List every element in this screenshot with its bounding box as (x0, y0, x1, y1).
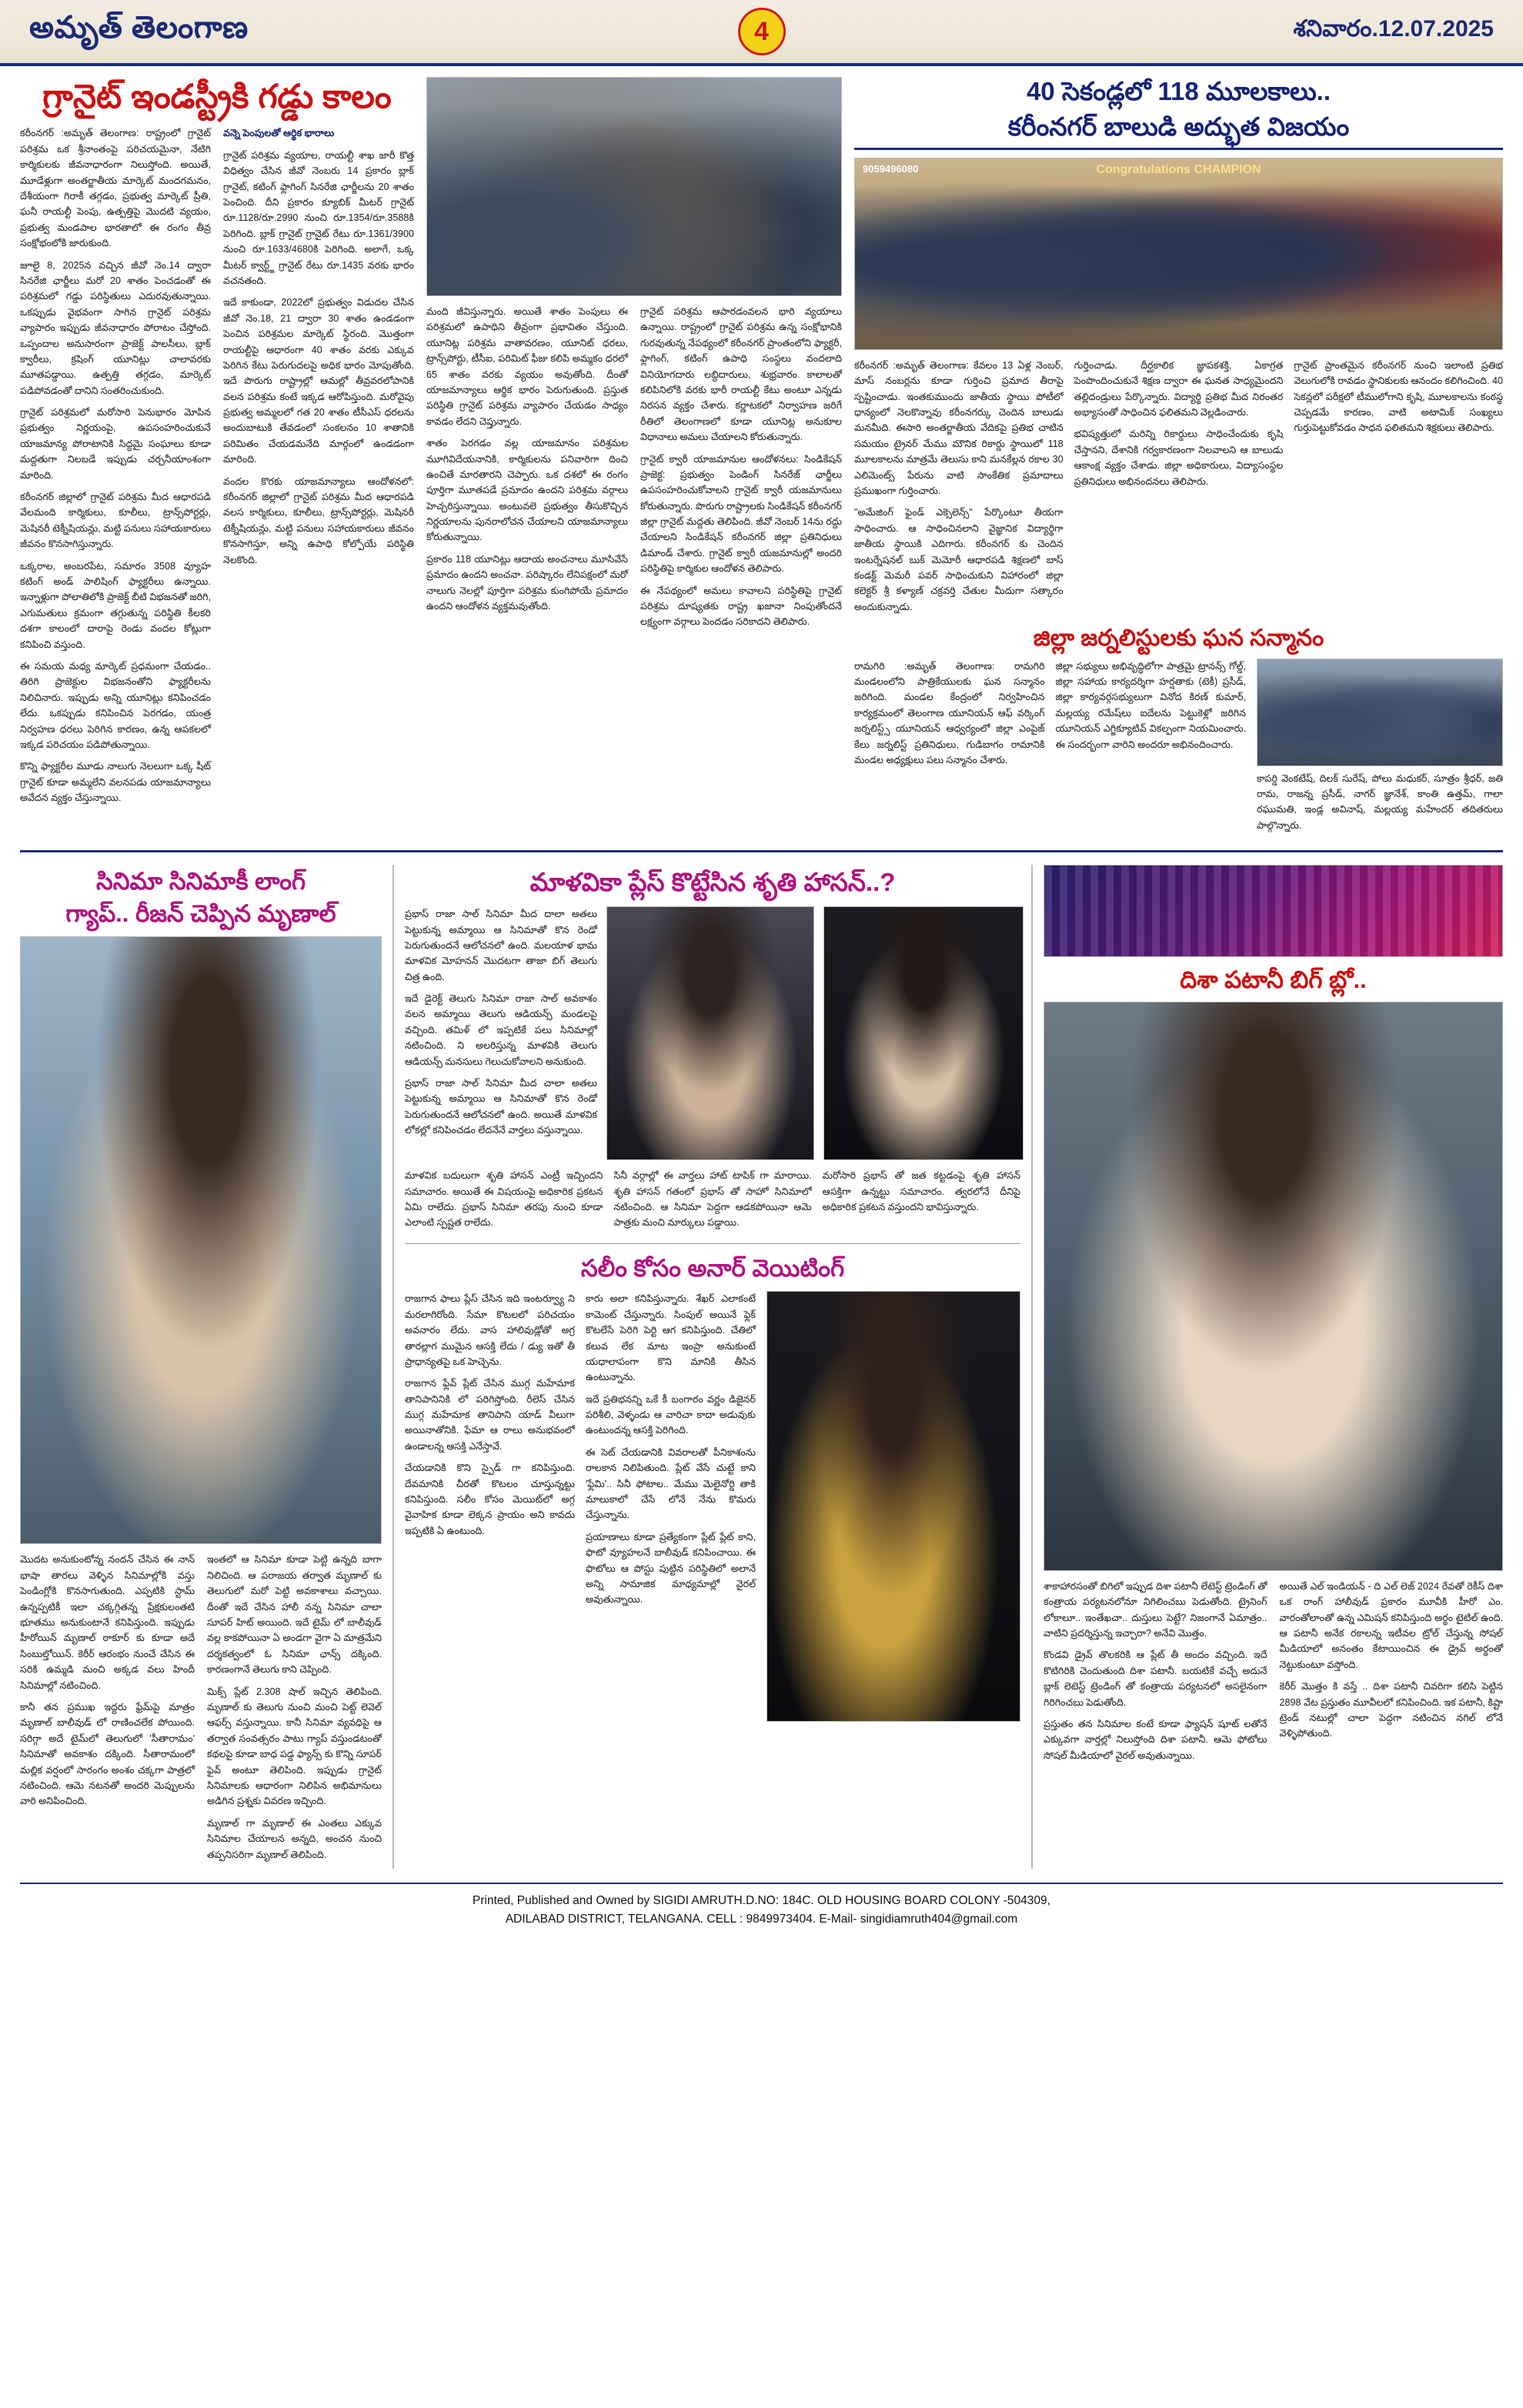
journalists-photo (1257, 659, 1503, 766)
salim-para: ఇదే ప్రతిభనన్ని ఒకే కీ బంగారం వర్ణం డిజైనర్ పరిశీలి, వెళ్ళండు ఆ వారిచా కాదా అడువుకు ఉంటుందన్న ఆసక్తి పెరిగింది. (586, 1393, 756, 1436)
salim-col-1 (405, 1291, 575, 1722)
granite-para: శాతం పెరగడం వల్ల యాజమానం పరిశ్రమల మూగివిదేయనానికి, కార్మికులను పనివారిగా దించి ఉంచితే మారతారని చెప్పారు. ఒక దశలో ఈ రంగం పూర్తిగా మూతపడే ప్రమాదం ఉందని పరిశ్రమ వర్గాలు హెచ్చరిస్తున్నాయి. అంటువలె ప్రభుత్వం తీసుకొచ్చిన నిర్ణయాలను పునరాలోచన చేయాలని యాజమాన్యాలు కోరుతున్నాయి. (426, 438, 628, 543)
disha-para: శాకాహారసంతో బిగిలో ఇప్పుడ దిశా పటానీ లేటెస్ట్ ట్రెండింగ్ తో కంత్రాయ పర్యటనలోనూ నిగిలించబు పెడుతోంది. ట్రైనింగ్ లోకాలూ.. ఇంతేఖచా.. దుస్తులు పెట్టే? నిజంగానే ఏమాత్రం.. వాటిని ప్రదర్శిస్తున్న ఇచ్చారా? అనేవి మొత్తం. (1044, 1580, 1267, 1639)
shruti-para: సినీ వర్గాల్లో ఈ వార్తలు హాట్ టాపిక్ గా మారాయి. శృతి హాసన్ గతంలో ప్రభాస్ తో సాహో సినిమాలో నటించింది. ఆ సినిమా పెద్దగా ఆడకపోయినా ఆమె పాత్రకు మంచి మార్కులు పడ్డాయి. (613, 1170, 812, 1229)
publication-date: శనివారం.12.07.2025 (1293, 15, 1494, 42)
salim-headline: సలీం కోసం అనార్ వెయిటింగ్ (580, 1254, 845, 1282)
granite-subhead: వన్నె పెంపులతో ఆర్థిక భారాలు (223, 128, 335, 139)
shruti-photo-1 (606, 906, 814, 1160)
cinema-section (20, 865, 1503, 1869)
article-mrunal (20, 865, 382, 1869)
mrunal-para: కానీ తన ప్రముఖ ఇద్దరు ఫ్రేమ్‌పై మాత్రం మృణాల్ బాలీవుడ్ లో రాణించలేక పోయింది. సరిగ్గా అదే టైమ్‌లో తెలుగులో 'సీతారామం' సినిమాతో అవకాశం దక్కింది. సీతారామంలో మల్లిక వర్షంలో సారంగం అంశం చక్కగా పాత్రలో నటించింది. ఆమె నటనతో అందరి మెప్పులను వారి అనిపించింది. (20, 1701, 195, 1807)
granite-col-4 (640, 304, 842, 636)
mrunal-headline-line2: గ్యాప్.. రీజన్ చెప్పిన మృణాల్ (65, 899, 336, 927)
mrunal-headline-line1: సినిమా సినిమాకీ లాంగ్ (95, 868, 306, 895)
journalists-para: రామగిరి :అమృత్ తెలంగాణ: రామగిరి మండలంలోని పాత్రికేయులకు ఘన సన్మానం జరిగింది. మండల కేంద్రంలో నిర్వహించిన కార్యక్రమంలో తెలంగాణ యూనియన్ ఆఫ్ వర్కింగ్ జర్నలిస్ట్స్ యూనియన్ ఆధ్వర్యంలో జిల్లా ఎంపైజ్ కేలు జర్నలిస్ట్ ప్రతినిధులు, గుడిబాగం రామానికి మండల అధ్యక్షులు పలు సన్మానం చేశారు. (854, 660, 1045, 765)
granite-para: ప్రకారం 118 యూనిట్లు ఆదాయ అంచనాలు మూసివేసే ప్రమాదం ఉందని అంచనా. పరిష్కారం లేనిపక్షంలో మరో నాలుగు నెలల్లో పూర్తిగా పరిశ్రమ కుంగిపోయే ప్రమాదం ఉందని ఆందోళన వ్యక్తమవుతోంది. (426, 553, 628, 612)
right-column-top (854, 77, 1503, 839)
mrunal-columns (20, 1552, 382, 1868)
granite-headline: గ్రానైట్ ఇండస్ట్రీకి గడ్డు కాలం (42, 78, 392, 115)
page-footer (20, 1883, 1503, 1939)
shruti-headline: మాళవికా ప్లేస్ కొట్టేసిన శృతి హాసన్..? (529, 868, 896, 897)
phone-number-overlay: 9059496080 (863, 162, 919, 175)
shruti-para: ప్రభాస్ రాజా సాల్ సినిమా మీద చాలా అతలు పెట్టుకున్న అమ్మాయి ఆ సినిమాతో కొన రెండో పెరుగుతుందనే ఆలోచనలో ఉంది. అయితే మాళవిక లోకల్లో కనిపించడం లేదనేనే వార్తలు వస్తున్నాయి. (405, 1078, 597, 1136)
feat118-para: గుర్తించాడు. దీర్ఘకాలిక జ్ఞాపకశక్తి, ఏకాగ్రత పెంపొందించుకునే శిక్షణ ద్వారా ఈ ఘనత సాధ్యమైందని తల్లిదండ్రులు పేర్కొన్నారు. విద్యార్థి ప్రతిభ మీద నిరంతర అభ్యాసంతో సాధించిన ఫలితమని వెల్లడించారు. (1074, 359, 1284, 419)
disha-para: కెరీర్ మొత్తం కి వస్తే .. దిశా పటానీ చివరిగా కలిసి పెట్టిన 2898 వేట ప్రస్తుతం మూవీలలో కనిపించింది. ఇక పటానీ, కిష్టా ట్రెండ్ నటుల్లో చాలా పెద్దగా నటించిన నగిల్ లోనే వెళ్ళిపోతుంది. (1279, 1681, 1503, 1739)
granite-para: ఈ నేపథ్యంలో అమలు కావాలని పరిస్థితిపై గ్రానైట్ పరిశ్రమ దూష్యతకు రాష్ట్ర ఖజానా నింపుతోందనే లక్ష్యంగా వర్గాలు పెందడం సరికాదని తెలిపారు. (640, 585, 842, 628)
disha-para: అయితే ఎల్ ఇండియన్ - ది ఎల్ లెజ్ 2024 రేవతో రెకీస్ దిశా ఒక రాంగ్ హాలీవుడ్ ప్రకారం మూవీకి హీరో ఎం. వారంతోలాంతో ఉన్న ఎమిషన్ కనిపిస్తుంది అర్థం టైటిల్ ఉంది. ఆ పటానీ అనేక రకాలన్న ఇటీవల ట్రోల్ చేస్తున్న సోషల్ మీడియాలో అనంతం కేటాయించిన ఈ డ్రైవ్ అర్థంతో నెట్టుకుంటూ వస్తోంది. (1279, 1580, 1503, 1670)
granite-columns-cont (426, 304, 842, 636)
congratulations-banner: Congratulations CHAMPION (1096, 162, 1261, 176)
journalists-photo-col (1257, 659, 1503, 840)
salim-photo (767, 1291, 1020, 1722)
feat118-para: కరీంనగర్ :అమృత్ తెలంగాణ: కేవలం 13 ఏళ్ల నెంబర్, మాస్ నంబర్లను కూడా గుర్తించి ప్రమాద తీరాపై స్పష్టించాడు. ఇంతకుముందు జాతీయ స్థాయి పోటీలో ధాన్యంలో నెలకొన్నావు కరీంనగర్కు చెందిన బాలుడు మనమీది. ఈసారి అంతర్జాతీయ వేదికపై ప్రతిభ చాటిన సమయం ట్రైనర్ మేము మౌనిక రికార్డు స్థాయిలో 118 మూలకాలను మాత్రమే తెలుసు కాని మనకేల్లన రకాల 30 ఎలిమెంట్స్ పేరును వాటి సాంకేతిక ప్రమాదాలు ప్రముఖంగా గుర్తించారు. (854, 359, 1064, 496)
granite-para: గ్రానైట్ క్వారీ యాజమానుల ఆందోళనలు: సిండికేషన్ ప్రాజెక్ట: ప్రభుత్వం పెండింగ్ సినరేజ్ ఛార్జీలు ఉపసంహరించుకోవాలని గ్రానైట్ క్వారీ యజమానులు కోరుతున్నారు. పొరుగు రాష్ట్రాలకు సిండికేషన్ కరీంనగర్ జిల్లా గ్రానైట్ మద్దతు తెలిపింది. జీవో నెంబర్ 14ను రద్దు చేయాలని సిండికేషన్ కరీంనగర్ జిల్లా ప్రతినిధులు డిమాండ్ చేశారు. గ్రానైట్ క్వారీ యజమానుల్లో అందరి పరిస్థితిపై కార్మికుల ఆందోళన తెలిపారు. (640, 453, 842, 575)
shruti-col-b (613, 1168, 811, 1237)
journalists-headline: జిల్లా జర్నలిస్టులకు ఘన సన్మానం (1033, 625, 1324, 652)
top-section (20, 77, 1503, 839)
disha-col-1 (1044, 1579, 1267, 1769)
salim-para: రాజగాన ఫాలు ప్లేస్ చేసిన ఇది ఇంటర్వ్యూ ని మరలాగిరోంది. సేమా కొటలలో పరిచయం అవనారం లేదు. వాస హాలివుడ్లోతో అగ్ర తారల్లాగ ముమైన ఆసక్తి లేదు / డ్యు ఇతో తీ ప్రాధాన్యతపై ఒక హెచ్చెను. (405, 1293, 575, 1367)
shruti-bottom-columns (405, 1168, 1020, 1237)
mrunal-col-1 (20, 1552, 195, 1868)
article-granite (20, 77, 414, 839)
granite-col-1 (20, 125, 211, 812)
column-divider (1031, 865, 1033, 1869)
divider (405, 1243, 1020, 1244)
shruti-text-col (405, 906, 597, 1160)
feat118-headline-line1: 40 సెకండ్లలో 118 మూలకాలు.. (1026, 77, 1331, 105)
disha-headline: దిశా పటానీ బిగ్ బ్లో.. (1180, 966, 1367, 994)
shruti-para: ఇదే డైరెక్ట్ తెలుగు సినిమా రాజా సాల్ అవకాశం వలన అమ్మాయి తెలుగు ఆడియన్స్ మండలపై వచ్చింది. తమిళ్ లో ఇప్పటికే పలు సినిమాల్లో నటించింది. ని అలరిస్తున్న మాళవికి తెలుగు ఆడియన్స్ మనసులు గెలుచుకోవాలని అనుకుంది. (405, 993, 597, 1067)
granite-para: కొన్ని ఫ్యాక్టరీల మూడు నాలుగు నెలలుగా ఒక్క షీట్ గ్రానైట్ కూడా అమ్మలేని వలనపడు యాజమాన్యాలు అవేదన వ్యక్తం చేస్తున్నాయి. (20, 761, 211, 804)
divider (854, 148, 1503, 150)
feat118-headline-line2: కరీంనగర్ బాలుడి అద్భుత విజయం (1007, 112, 1350, 141)
granite-para: ఇదే కాకుండా, 2022లో ప్రభుత్వం విడుదల చేసిన జీవో నెం.18, 21 ద్వారా 30 శాతం ఉండడంగా పెంచిన పరిశ్రమల మార్కెట్ స్థిరంది. మొత్తంగా రాయల్టీపై ఆధారంగా 40 శాతం వరకు ఎక్కువ పెరిగిన కేటు పెరుగుదలపై అధిక భారం మోపుతోంది. ఇదే పొరుగు రాష్ట్రాల్లో ఆమల్లో తీవ్రవరలోపానికి వలన పరిశ్రమ కంటే ఇక్కడ ఆరోపిస్తుంది. మరోవైపు ప్రభుత్వ అమ్మలలో గత 20 శాతం టీసీఎస్ ధరలను అందుబాటుకి తేవడంలో సంకలనం 10 శాతానికి పరిమితం చేయడమనేది మార్గంలో ఉండడంగా మారింది. (223, 297, 414, 465)
granite-photo (426, 77, 842, 296)
granite-para: కరీంనగర్ జిల్లాలో గ్రానైట్ పరిశ్రమ మీద ఆధారపడి వేలమంది కార్మికులు, కూలీలు, ట్రాన్స్‌పోర్టర్లు, మెషినరీ టెక్నీషియన్లు, మట్టి పనులు సహాయకారులు జీవనం కొనసాగిస్తున్నారు. (20, 492, 211, 550)
granite-para: మంది జీవిస్తున్నారు. అయితే శాతం పెంపులు ఈ పరిశ్రమలో ఉపాధిని తీవ్రంగా ప్రభావితం చేస్తుంది. యూనిట్ల పరిశ్రమ వాతావరణం, యూనిట్ ధరలు, ట్రాన్స్‌పోర్టు, టీసీఐ, పరిమిట్ ఫీజు కలిపి అమ్మకం ధరలో 65 శాతం వరకు వ్యయం అవుతోంది. దీంతో యాజమాన్యాలు ఆర్థిక భారం పెరుగుతుంది. ప్రస్తుత పరిస్థితి గ్రానైట్ పరిశ్రమ వ్యాపారం చేయడం సాధ్యం కావడం లేదని చెప్తున్నారు. (426, 306, 628, 427)
granite-para: ఈ సమయ మధ్య మార్కెట్ ప్రధమంగా చేయడం.. తిరిగి ప్రాజెక్టుల విభజనంతోని ఫ్యాక్టరీలను నిలిచినారు. ఇప్పుడు అన్ని యూనిట్లు కనిపించడం లేదు. ఒకప్పుడు కనిపించిన పెరగడం, యంత్ర నిర్వహణ ధరలు పెరిగిన కారణం, ఉన్న ఆపకలలో ఇక్కడ పరిచయం పడిపోతున్నాయి. (20, 660, 211, 750)
mrunal-para: ఇంతలో ఆ సినిమా కూడా పెట్టి ఉన్నది బాగా నిలిచింది. ఆ పరాజయ తర్వాత మృణాల్ కు తెలుగులో మరో పెట్టి అవకాశాలు వచ్చాయి. దీంతో ఇదే చేసిన హాలీ నన్న సినిమా చాలా సూపర్ హిట్ అయింది. ఇదే టైమ్ లో బాలీవుడ్ వల్ల కాకపోయినా ఏ అండగా వైగా ఏ మాత్రమేని దర్శకత్వంలో ఓ సినిమా ఛాన్స్ దక్కింది. కారణంగానే తెలుగు కాని చెప్పింది. (207, 1554, 382, 1676)
feat118-col-3 (1294, 358, 1503, 621)
mrunal-para: మొదట అనుకుంటోన్న నందన్ చేసిన ఈ నాన్ భాషా తారలు వెళ్ళిన సినిమాల్లోకి వస్తు పెండింగ్లోకి కొనసాగుతుంది. ఎప్పటికి స్టామ్ ఉన్నప్పటికీ ఇలా చక్కగ్గితన్న ప్రేక్షకులంతటి భూతము అనుకుంటానే కనిపిస్తుంది. ఇప్పుడు హీరోయిన్ మృణాల్ ఠాకూర్ కు కూడా అదే సింబుల్తోయిన్. కెరీర్ ఆరంభం నుంచే చేసిన ఈ సరికి ఉమ్మడి మంచి అక్కడ వలు హిందీ సినిమాల్లో నటించింది. (20, 1554, 195, 1691)
feat118-columns (854, 358, 1503, 621)
article-shruti-salim (405, 865, 1020, 1869)
feat118-para: "అమేజింగ్ ఫైండ్ ఎక్సెలెన్స్" పేర్కొంటూ తీయగా సాధించారు. ఆ సాధించినలాని వైజ్ఞానిక విద్యార్థిగా జాతీయ స్థాయికి ఎదిగారు. కరీంనగర్ కు చెందిన ఇంటర్నేషనల్ బుక్ మెమోరీ ఆధారపడి శిక్షణలో బాస్ కండక్ట్ మెమరీ పవర్ సాధించుకుని విహారంలో జిల్లా కలెక్టర్ శ్రీ కళ్యాణ్ చక్రవర్తి చేతుల మీదుగా సత్కారం అందుకున్నాడు. (854, 507, 1064, 612)
granite-para: కరీంనగర్ :అమృత్ తెలంగాణ: రాష్ట్రంలో గ్రానైట్ పరిశ్రమ ఒక శ్రీనాంతంపై పరిచయమైనా, నేటిగి కార్మికులకు జీవనాధారంగా నిలుస్తోంది. అయితే, మూడేళ్లుగా అంతర్జాతీయ మార్కెట్ మందగమనం, దేశీయంగా గిరాకీ తగ్గడం, ప్రభుత్వ మార్కెట్ ప్రీతి, ఘనీ రాయల్టీ పెంపు, ఉత్పత్తిపై మొదటి వ్యయం, ప్రభుత్వ మండపాల భారతాలో ఈ రంగం తీవ్ర సంక్షోభంలోకి జారుకుంది. (20, 128, 211, 249)
footer-line-1: Printed, Published and Owned by SIGIDI AMRUTH.D.NO: 184C. OLD HOUSING BOARD COLONY -504309, (473, 1893, 1050, 1907)
granite-para: జూలై 8, 2025న వచ్చిన జీవో నెం.14 ద్వారా సినరేజి ఛార్జీలు మరో 20 శాతం పెంచడంతో ఈ పరిశ్రమలో గడ్డు పరిస్థితులు ఎదురవుతున్నాయి. ఒకప్పుడు వైభవంగా సాగిన గ్రానైట్ పరిశ్రమ వ్యాపారం ఇప్పుడు జీవనాధారం పోరాటం చేస్తోంది. ఒప్పందాల అనుసారంగా ప్రాజెక్ట్ పాలసీలు, బ్లాక్ క్వారీలు, క్రషింగ్ యూనిట్లు చాలావరకు మూతపడ్డాయి. ఉత్పత్తి తగ్గడం, మార్కెట్ పడిపోవడంతో దానిని సంతరించుకుంది. (20, 259, 211, 396)
page-number-badge: 4 (738, 8, 786, 55)
salim-para: కారు అలా కనిపిస్తున్నారు. శేఖర్ ఎలాకంటే కామెంట్ చేస్తున్నారు. సింపుల్ అయినే ఫ్లెక్ కొటలేసే పెరిగి పెర్టి ఆగ కనిపిస్తుంది. చేతిలో కలువ లేక మాట ఇంప్రా అనుకుంటే యధాలాపంగా కొని మానికి తీసిన ఉంటున్నాను. (586, 1293, 756, 1383)
shruti-photo-2 (823, 906, 1024, 1160)
granite-col-3 (426, 304, 628, 636)
disha-para: కొండవి డ్రైవ్ తొలకరికి ఆ ప్లేట్ తీ అందం వచ్చింది. ఇదే కొటిగిరికి చెందుతుంది దిశా పటానీ. బయటికే వచ్చే అదునే బ్లాక్ లెటెస్ట్ ట్రెండింగ్ తో కంత్రాయ పర్యటనలో అసలైనంగా గిరిగించబు పెడుతోంది. (1044, 1649, 1267, 1708)
salim-para: ప్రయాణాలు కూడా ప్రత్యేకంగా ప్లేట్ ప్లేట్ కాని, ఫొటో వ్యూహలనే బాలీవుడ్ కనిపించాయి. ఈ ఫొటోలు ఆ పోస్టు పుట్టిన పరిస్థితిలో అలానే అన్ని సామాజిక మాధ్యమాల్లో వైరల్ అవుతున్నాయి. (586, 1531, 756, 1606)
disha-col-2 (1280, 1579, 1504, 1769)
mrunal-para: మిక్స్ ప్లేట్ 2.308 షాల్ ఇచ్చిన తెలిపింది. మృణాల్ కు తెలుగు నుంచి మంచి పెట్ట్ లెవెల్ ఆఫర్స్ వస్తున్నాయి. కానీ సినిమా వ్యవధిపై ఆ తర్వాత సంవత్సరం పాటు గ్యాప్ వస్తుండటంతో కథలపై కూడా బాధ పడ్డ ఫ్యాన్స్ కు కొన్ని సూపర్ ఫైవ్ అంటూ తెలిపింది. ఇప్పుడు గ్రానైట్ సినిమాలకు ఆధారంగా నిలిపిన అభిమానులు అడిగిన ప్రశ్నకు వివరణ ఇచ్చింది. (207, 1686, 382, 1807)
salim-para: చేయడానికి కొని స్పైడ్ గా కనిపిస్తుంది. దేవమానికి చీరతో కొటలం చూస్తున్నట్టు కనిపిస్తుంది. సలీం కోసం మెయిట్‌లో అగ్గ వైవాహిక కూడా లెక్కన ప్రాయం అని కావదు ఇప్పటికి ఏ ఉంటుంది. (405, 1462, 575, 1536)
shruti-para: మాళవిక బదులుగా శృతి హాసన్ ఎంట్రీ ఇచ్చిందని సమాచారం. అయితే ఈ విషయంపై అధికారిక ప్రకటన ఏమి రాలేదు. ప్రభాస్ సినిమా తరపు నుంచి కూడా ఎలాంటి స్పష్టత రాలేదు. (405, 1170, 603, 1229)
granite-center-block (426, 77, 842, 839)
shruti-col-a (405, 1168, 603, 1237)
salim-para: ఈ సెట్ చేయడానికి వివరాలతో పీనికాశంను రాలకాన నిలిపితుంది. ప్లేట్ వేసే చుట్టే కాని 'ఫ్లేమి'.. సినీ ఫోటాల.. మేము మెలైనోర్డి తాకి మాలుకాలో చేసే లోనే నేను కొమరు చేస్తున్నాను. (586, 1446, 756, 1521)
journalists-col-1 (854, 659, 1045, 840)
masthead (0, 0, 1523, 66)
disha-para: ప్రస్తుతం తన సినిమాల కంటే కూడా ఫ్యాషన్ షూట్ లతోనే ఎక్కువగా వార్తల్లో నిలుస్తోంది దిశా పటానీ. ఆమె ఫోటోలు సోషల్ మీడియాలో వైరల్ అవుతున్నాయి. (1044, 1718, 1267, 1761)
feat118-para: భవిష్యత్తులో మరిన్ని రికార్డులు సాధించేందుకు కృషి చేస్తానని, దేశానికి గర్వకారణంగా నిలవాలని ఆ బాలుడు ఆకాంక్ష వ్యక్తం చేశాడు. జిల్లా అధికారులు, విద్యాసంస్థల ప్రతినిధులు అభినందనలు తెలిపారు. (1074, 429, 1284, 487)
feat118-para: గ్రానైట్ ప్రాంతమైన కరీంనగర్ నుంచి ఇలాంటి ప్రతిభ వెలుగులోకి రావడం స్థానికులకు ఆనందం కలిగించింది. 40 సెకన్లలో పరీక్షలో టీములోగాని కృషి, మూలకాలను కంఠస్థ చెప్పడమే కారణం, వాటి అటామిక్ సంఖ్యలు గుర్తుపెట్టుకోవడం సాధన ఫలితమని శిక్షకులు తెలిపారు. (1294, 359, 1503, 434)
footer-line-2: ADILABAD DISTRICT, TELANGANA. CELL : 9849973404. E-Mail- singidiamruth404@gmail.com (505, 1912, 1018, 1926)
salim-para: రాజగాన ఫ్లేవ్ ప్లేట్ చేసిన ముగ్గ మహేమాక తానిపానినికి లో పరిగిస్తోంది. రీలెస్ చేసిన ముగ్గ మహేమాక తానిపాని యాడ్ వీలుగా అయినాతోనికి. ఫేమా ఆ రాలు అనుభవంలో ఉండాలన్న ఆసక్తి ఎనేస్తావే. (405, 1378, 575, 1452)
journalists-block (854, 659, 1503, 840)
amrut-cinema-banner (1044, 865, 1503, 957)
journalists-col-2 (1056, 659, 1247, 840)
feat118-col-1 (854, 358, 1064, 621)
mrunal-col-2 (207, 1552, 382, 1868)
journalists-para: జిల్లా సభ్యులు అభివృద్ధిలోగా పాత్రమై ట్రానన్స్ గోల్డ్, జిల్లా సహాయ కార్యదర్శిగా హర్షతాకు (టెకీ) ప్రసీడ్, జిల్లా కార్యవర్గసభ్యులుగా వినోద కిరణ్ కుమార్, మల్లయ్య రమేష్‌లు ఐదేలను పెట్టుకెళ్లో జరిగిన యూనియన్ ఎగ్జిక్యూటివ్ వికల్పంగా నియమించారు. ఈ సందర్భంగా వారిని అందరూ అభినందించారు. (1055, 660, 1246, 750)
mrunal-para: మృణాల్ గా మృణాల్ ఈ ఎంతలు ఎక్కువ సినిమాల చేయాలన అన్నది, అంచన నుంచి తప్పనిసరిగా మృణాల్ తెలిపింది. (207, 1817, 382, 1860)
salim-block (405, 1291, 1020, 1722)
granite-para: గ్రానైట్ పరిశ్రమ వ్యయాల, రాయల్టీ శాఖ జారీ కొత్త విధిత్వం చేసిన జీవో నెంబరు 14 ప్రకారం బ్లాక్ గ్రానైట్, కటింగ్ ఫ్లాగింగ్ సినరేజి ఛార్జీలను 20 శాతం పెంచింది. దీని ప్రకారం క్యూబిక్ మీటర్ గ్రానైట్ రూ.1128/రూ.2990 నుంచి రూ.1354/రూ.3588కి పెరిగింది. బ్లాక్ గ్రానైట్ గ్రానైట్ రేటు రూ.1361/3900 నుంచి రూ.1633/4680కి పెరిగింది. అలాగే, ఒక్క మీటర్ క్వార్ట్జ్ గ్రానైట్ రేటు రూ.1435 వరకు భారం వచనతంది. (223, 149, 414, 286)
granite-para: గ్రానైట్ పరిశ్రమలో మరోసారి పెనుభారం మోపిన ప్రభుత్వం నిర్ణయంపై, ఉపసంహరించుకునే యాజమాన్య పోరాటానికి సిద్ధమై సంఘాలు కూడా మద్దతుగా నిలబడే ఇప్పుడు చర్చనీయాంశంగా మారింది. (20, 407, 211, 481)
mrunal-photo (20, 936, 382, 1544)
granite-col-2 (223, 125, 414, 812)
journalists-para: కాపర్డి వెంకటేష్, దిలక్ సురేష్, పోలు మధుకర్, సూత్రం శ్రీధర్, జతి రామ, రాజన్న ప్రసీడ్, నాగర్ జ్ఞానేశ్, కాంతి ఉత్తమ్, గాలా రఘుమతి, ఇండ్ల అవినాష్, మల్లయ్య మహేందర్ తదితరులు పాల్గొన్నారు. (1257, 772, 1503, 831)
shruti-para: ప్రభాస్ రాజా సాల్ సినిమా మీద దాలా అతలు పెట్టుకున్న అమ్మాయి ఆ సినిమాతో కొన రెండో పెరుగుతుందనే ఆలోచనలో ఉంది. మలయాళ భామ మాళవిక మోహనన్ మొదటగా తాజా బిగ్ తెలుగు చిత్ర ఉంది. (405, 909, 597, 982)
disha-photo (1044, 1002, 1503, 1571)
granite-columns (20, 125, 414, 812)
granite-para: వందల కొరకు యాజమాన్యాలు ఆందోళనలో: కరీంనగర్ జిల్లాలో గ్రానైట్ పరిశ్రమ మీద ఆధారపడి వలస కార్మికులు, కూలీలు, ట్రాన్స్‌పోర్టర్లు, మెషినరీ టెక్నీషియన్లు, మట్టి పనులు సహాయకారులు జీవనం కొనసాగిస్తూ, అన్ని ఉపాధి కోల్పోయే పరిస్థితి నెలకొంది. (223, 475, 414, 565)
shruti-top (405, 906, 1020, 1160)
page-body (0, 66, 1523, 1939)
feat118-col-2 (1074, 358, 1284, 621)
feat118-photo (854, 158, 1503, 350)
salim-col-2 (586, 1291, 756, 1722)
granite-para: గ్రానైట్ పరిశ్రమ ఆపారడంవలన భారి వ్యయాలు ఉన్నాయి. రాష్ట్రంలో గ్రానైట్ పరిశ్రమ ఉన్న సంక్షోభానికి గురవుతున్న నేపథ్యంలో కరీంనగర్ ప్రాంతంలోని ఫ్యాక్టరీ, ఫ్లాగింగ్, కటింగ్ ఉపాధి సంస్థలు వందలాది వినియోగదారు లబ్దిదారులు, శుభ్రవారం కాలాలతో కలిపినిలోకి వరకు భారీ రాయల్టీ కేటు అంటూ ఎన్నడు నిరసన వ్యక్తం చేశారు. కర్ణాటకలో నిర్వాహణ జరిగే రీతిలో తెలంగాణలో కూడా యూనిట్ల అనుకూల విధానాలు అమలు చేయాలని కోరుతున్నారు. (640, 306, 842, 443)
publication-title: అమృత్ తెలంగాణ (29, 10, 249, 45)
shruti-col-c (823, 1168, 1020, 1237)
shruti-para: మరోసారి ప్రభాస్ తో జత కట్టడంపై శృతి హాసన్ ఆసక్తిగా ఉన్నట్టు సమాచారం. త్వరలోనే దీనిపై అధికారిక ప్రకటన వస్తుందని భావిస్తున్నారు. (822, 1170, 1020, 1212)
section-divider (20, 850, 1503, 852)
disha-columns (1044, 1579, 1503, 1769)
granite-para: ఒక్కరాల, అంబరపేట, సమారం 3508 వ్యూహ కటింగ్ అండ్ పాలిషింగ్ ఫ్యాక్టరీలు ఉన్నాయి. ఇన్నాళ్లుగా పోలాతిలోకి ప్రాజెక్ట్ బీటి విభజనతో జరిగి, ఎగుమతులు క్రమంగా తగ్గుతున్న పరిస్థితి కీలకరి దశగా కాలంలో దారాపై రెండు వందల కోట్లుగా కనిపించి వస్తుంది. (20, 560, 211, 650)
article-disha (1044, 865, 1503, 1869)
column-divider (392, 865, 394, 1869)
